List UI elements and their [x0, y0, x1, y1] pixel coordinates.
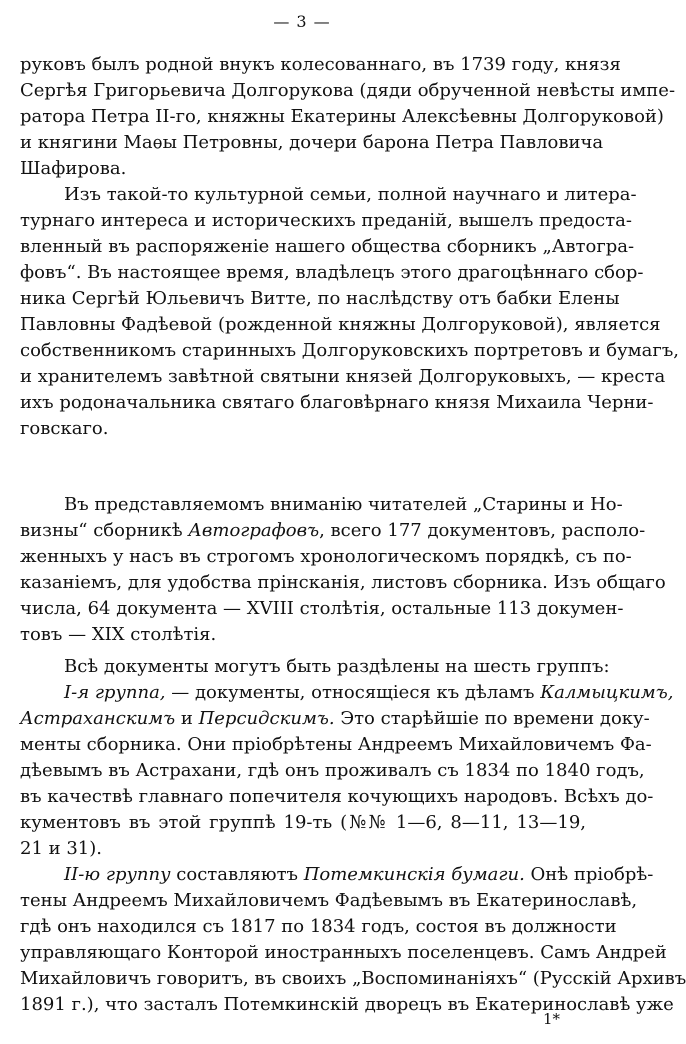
text-line: дѣевымъ въ Астрахани, гдѣ онъ проживалъ съ 1834 по 1840 годъ,	[20, 760, 645, 781]
text-line: управляющаго Конторой иностранныхъ поселенцевъ. Самъ Андрей	[20, 942, 667, 963]
text-line: гдѣ онъ находился съ 1817 по 1834 годъ, состоя въ должности	[20, 916, 617, 937]
text-line: женныхъ у насъ въ строгомъ хронологическомъ порядкѣ, съ по-	[20, 546, 632, 567]
italic-term: Потемкинскія бумаги.	[303, 864, 525, 885]
text-line: фовъ“. Въ настоящее время, владѣлецъ этого драгоцѣннаго сбор-	[20, 262, 644, 283]
text-line: II-ю группу составляютъ Потемкинскія бумаги. Онѣ пріобрѣ-	[64, 864, 654, 885]
paragraph-6-group-2	[20, 862, 686, 1018]
text-line: Астраханскимъ и Персидскимъ. Это старѣйшіе по времени доку-	[20, 708, 650, 729]
text-line: собственникомъ старинныхъ Долгоруковскихъ портретовъ и бумагъ,	[20, 340, 680, 361]
italic-term: Астраханскимъ	[20, 708, 176, 729]
text-line: Въ представляемомъ вниманію читателей „Старины и Но-	[64, 494, 623, 515]
text-line: и хранителемъ завѣтной святыни князей Долгоруковыхъ, — креста	[20, 366, 666, 387]
text-line: кументовъ въ этой группѣ 19-ть (№№ 1—6, 8—11, 13—19,	[20, 812, 586, 833]
text-line: числа, 64 документа — XVIII столѣтія, остальные 113 докумен-	[20, 598, 624, 619]
text-line: говскаго.	[20, 418, 109, 439]
text-line: турнаго интереса и историческихъ преданій, вышелъ предоста-	[20, 210, 632, 231]
text-line: руковъ былъ родной внукъ колесованнаго, въ 1739 году, князя	[20, 54, 621, 75]
text-line: казаніемъ, для удобства прінсканія, листовъ сборника. Изъ общаго	[20, 572, 666, 593]
italic-term: I-я группа,	[64, 682, 166, 703]
italic-term: Персидскимъ.	[198, 708, 335, 729]
italic-term: Автографовъ	[188, 520, 320, 541]
italic-term: Калмыцкимъ,	[540, 682, 674, 703]
text-line: ихъ родоначальника святаго благовѣрнаго князя Михаила Черни-	[20, 392, 654, 413]
section-gap	[20, 442, 586, 492]
text-line: тены Андреемъ Михайловичемъ Фадѣевымъ въ Екатеринославѣ,	[20, 890, 638, 911]
text-line: Изъ такой-то культурной семьи, полной научнаго и литера-	[64, 184, 637, 205]
text-line: Михайловичъ говоритъ, въ своихъ „Воспоминаніяхъ“ (Русскій Архивъ	[20, 968, 686, 989]
signature-mark: 1*	[542, 1010, 560, 1028]
text-line: 1891 г.), что засталъ Потемкинскій дворецъ въ Екатеринославѣ уже	[20, 994, 674, 1015]
paragraph-1	[20, 52, 676, 182]
paragraph-5-group-1	[20, 680, 674, 862]
text-line: въ качествѣ главнаго попечителя кочующихъ народовъ. Всѣхъ до-	[20, 786, 654, 807]
italic-term: II-ю группу	[64, 864, 171, 885]
text-line: визны“ сборникѣ Автографовъ, всего 177 документовъ, располо-	[20, 520, 646, 541]
paragraph-3	[20, 492, 666, 648]
page-number: — 3 —	[273, 12, 331, 31]
text-line: I-я группа, — документы, относящіеся къ дѣламъ Калмыцкимъ,	[64, 682, 674, 703]
text-line: товъ — XIX столѣтія.	[20, 624, 217, 645]
text-line: менты сборника. Они пріобрѣтены Андреемъ Михайловичемъ Фа-	[20, 734, 652, 755]
paragraph-4	[20, 654, 610, 680]
text-line: ника Сергѣй Юльевичъ Витте, по наслѣдству отъ бабки Елены	[20, 288, 620, 309]
page-body	[20, 52, 686, 1018]
text-line: и княгини Маѳы Петровны, дочери барона Петра Павловича	[20, 132, 604, 153]
paragraph-2	[20, 182, 680, 442]
text-line: Шафирова.	[20, 158, 127, 179]
text-line: ратора Петра II-го, княжны Екатерины Алексѣевны Долгоруковой)	[20, 106, 664, 127]
text-line: Павловны Фадѣевой (рожденной княжны Долгоруковой), является	[20, 314, 661, 335]
text-line: Всѣ документы могутъ быть раздѣлены на шесть группъ:	[64, 656, 610, 677]
text-line: вленный въ распоряженіе нашего общества сборникъ „Автогра-	[20, 236, 635, 257]
text-line: 21 и 31).	[20, 838, 102, 859]
text-line: Сергѣя Григорьевича Долгорукова (дяди обрученной невѣсты импе-	[20, 80, 676, 101]
